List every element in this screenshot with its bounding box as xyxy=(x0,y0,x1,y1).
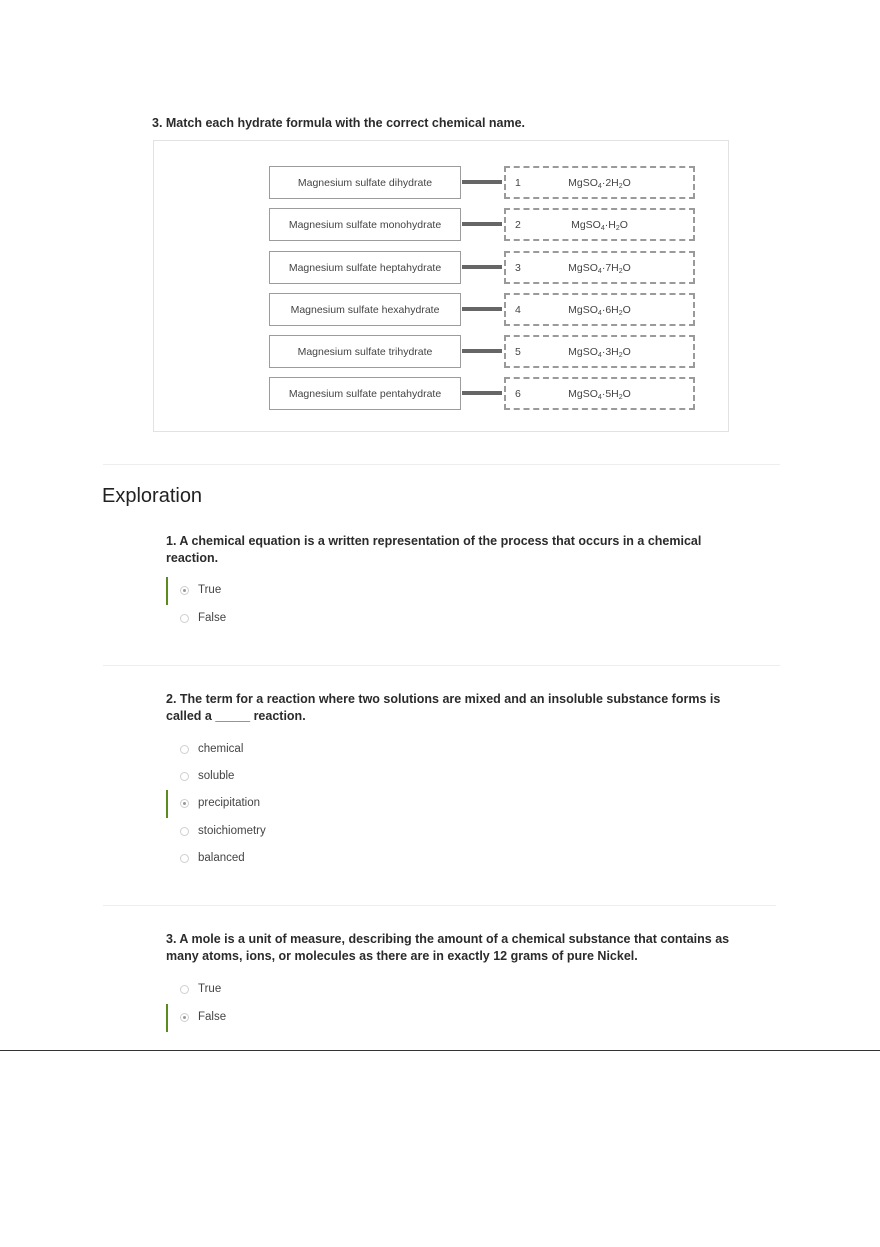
radio-button[interactable] xyxy=(180,772,189,781)
option-label: precipitation xyxy=(198,797,261,809)
formula-number: 1 xyxy=(515,177,521,189)
formula-slot-1[interactable] xyxy=(504,166,695,199)
radio-button-selected[interactable] xyxy=(180,1013,189,1022)
question-1-option-true[interactable] xyxy=(166,577,466,605)
radio-button[interactable] xyxy=(180,614,189,623)
formula-slot-5[interactable] xyxy=(504,335,695,368)
question-2-title: 2. The term for a reaction where two solutions are mixed and an insoluble substance forms is called a _____ reaction. xyxy=(166,692,721,723)
option-label: True xyxy=(198,983,222,995)
match-connector xyxy=(462,349,502,353)
formula-text: $MgSO_4\cdot 2H_2O$ xyxy=(568,177,631,190)
name-item-pentahydrate[interactable]: Magnesium sulfate pentahydrate xyxy=(269,377,461,410)
match-row xyxy=(154,293,730,326)
radio-button[interactable] xyxy=(180,745,189,754)
match-row xyxy=(154,335,730,368)
question-2-option-chemical[interactable] xyxy=(166,736,466,764)
matching-question-title: 3. Match each hydrate formula with the correct chemical name. xyxy=(152,116,526,130)
question-2-option-soluble[interactable] xyxy=(166,763,466,791)
match-connector xyxy=(462,265,502,269)
page-bottom-rule xyxy=(0,1050,880,1051)
selected-indicator xyxy=(166,1004,168,1032)
formula-number: 4 xyxy=(515,304,521,316)
section-heading: Exploration xyxy=(102,485,203,507)
question-1-option-false[interactable] xyxy=(166,605,466,633)
question-3-option-true[interactable] xyxy=(166,976,466,1004)
option-label: soluble xyxy=(198,770,235,782)
formula-number: 3 xyxy=(515,262,521,274)
formula-number: 2 xyxy=(515,219,521,231)
option-label: chemical xyxy=(198,743,244,755)
selected-indicator xyxy=(166,577,168,605)
formula-text: $MgSO_4\cdot 7H_2O$ xyxy=(568,262,631,275)
name-item-heptahydrate[interactable]: Magnesium sulfate heptahydrate xyxy=(269,251,461,284)
match-row xyxy=(154,377,730,410)
question-3-title: 3. A mole is a unit of measure, describing the amount of a chemical substance that contains as many atoms, ions, or molecules as there are in exactly 12 grams of pure Nickel. xyxy=(166,932,730,963)
name-item-monohydrate[interactable]: Magnesium sulfate monohydrate xyxy=(269,208,461,241)
formula-slot-3[interactable] xyxy=(504,251,695,284)
option-label: True xyxy=(198,584,222,596)
matching-panel xyxy=(153,140,729,432)
formula-slot-4[interactable] xyxy=(504,293,695,326)
radio-button[interactable] xyxy=(180,854,189,863)
match-row xyxy=(154,166,730,199)
radio-button[interactable] xyxy=(180,827,189,836)
selected-indicator xyxy=(166,790,168,818)
formula-text: $MgSO_4\cdot H_2O$ xyxy=(571,219,628,232)
radio-button[interactable] xyxy=(180,985,189,994)
section-divider xyxy=(103,464,780,465)
question-2-option-balanced[interactable] xyxy=(166,845,466,873)
option-label: stoichiometry xyxy=(198,825,266,837)
formula-text: $MgSO_4\cdot 6H_2O$ xyxy=(568,304,631,317)
option-label: False xyxy=(198,612,227,624)
match-connector xyxy=(462,222,502,226)
match-connector xyxy=(462,307,502,311)
section-divider xyxy=(103,905,776,906)
section-divider xyxy=(103,665,780,666)
name-item-dihydrate[interactable]: Magnesium sulfate dihydrate xyxy=(269,166,461,199)
match-connector xyxy=(462,391,502,395)
question-3-option-false[interactable] xyxy=(166,1004,466,1032)
match-connector xyxy=(462,180,502,184)
formula-text: $MgSO_4\cdot 3H_2O$ xyxy=(568,346,631,359)
radio-button-selected[interactable] xyxy=(180,799,189,808)
question-2-option-stoichiometry[interactable] xyxy=(166,818,466,846)
formula-text: $MgSO_4\cdot 5H_2O$ xyxy=(568,388,631,401)
option-label: False xyxy=(198,1011,227,1023)
option-label: balanced xyxy=(198,852,245,864)
match-row xyxy=(154,251,730,284)
radio-button-selected[interactable] xyxy=(180,586,189,595)
question-1-title: 1. A chemical equation is a written representation of the process that occurs in a chemical reaction. xyxy=(166,534,702,565)
match-row xyxy=(154,208,730,241)
name-item-trihydrate[interactable]: Magnesium sulfate trihydrate xyxy=(269,335,461,368)
question-2-option-precipitation[interactable] xyxy=(166,790,466,818)
formula-slot-2[interactable] xyxy=(504,208,695,241)
name-item-hexahydrate[interactable]: Magnesium sulfate hexahydrate xyxy=(269,293,461,326)
formula-slot-6[interactable] xyxy=(504,377,695,410)
formula-number: 6 xyxy=(515,388,521,400)
formula-number: 5 xyxy=(515,346,521,358)
